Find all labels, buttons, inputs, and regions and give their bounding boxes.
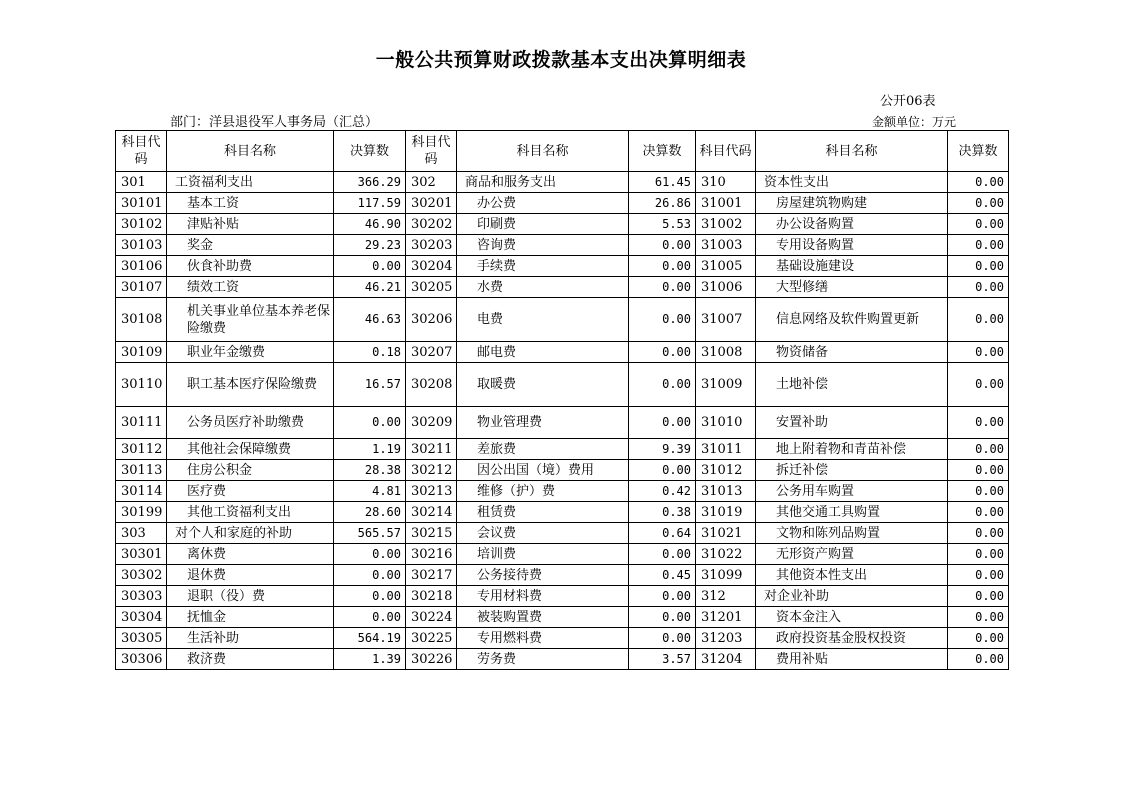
final-amount: 4.81 (334, 481, 406, 502)
subject-name: 奖金 (167, 235, 334, 256)
subject-name: 其他交通工具购置 (756, 502, 948, 523)
final-amount: 0.00 (948, 523, 1009, 544)
final-amount: 0.00 (334, 565, 406, 586)
subject-code: 30111 (116, 407, 167, 439)
final-amount: 0.00 (629, 298, 696, 342)
final-amount: 0.00 (948, 607, 1009, 628)
final-amount: 0.00 (334, 607, 406, 628)
final-amount: 0.00 (334, 586, 406, 607)
subject-code: 31013 (696, 481, 756, 502)
subject-name: 土地补偿 (756, 363, 948, 407)
subject-name: 离休费 (167, 544, 334, 565)
subject-name: 对个人和家庭的补助 (167, 523, 334, 544)
subject-code: 30114 (116, 481, 167, 502)
page-title: 一般公共预算财政拨款基本支出决算明细表 (375, 49, 747, 71)
subject-name: 退休费 (167, 565, 334, 586)
subject-code: 31204 (696, 649, 756, 670)
table-row (116, 235, 1009, 256)
subject-code: 30203 (406, 235, 457, 256)
final-amount: 5.53 (629, 214, 696, 235)
subject-code: 302 (406, 172, 457, 193)
subject-name: 办公费 (457, 193, 629, 214)
final-amount: 0.42 (629, 481, 696, 502)
subject-name: 专用燃料费 (457, 628, 629, 649)
subject-code: 312 (696, 586, 756, 607)
subject-code: 31022 (696, 544, 756, 565)
subject-code: 31008 (696, 342, 756, 363)
final-amount: 0.00 (948, 481, 1009, 502)
table-row (116, 586, 1009, 607)
table-row (116, 544, 1009, 565)
subject-name: 资本性支出 (756, 172, 948, 193)
subject-name: 大型修缮 (756, 277, 948, 298)
subject-code: 31005 (696, 256, 756, 277)
subject-name: 政府投资基金股权投资 (756, 628, 948, 649)
subject-name: 费用补贴 (756, 649, 948, 670)
subject-code: 30110 (116, 363, 167, 407)
subject-name: 地上附着物和青苗补偿 (756, 439, 948, 460)
final-amount: 0.00 (948, 407, 1009, 439)
header-code-2: 科目代码 (406, 131, 457, 172)
subject-code: 30206 (406, 298, 457, 342)
table-row (116, 439, 1009, 460)
final-amount: 0.00 (629, 277, 696, 298)
final-amount: 0.00 (948, 460, 1009, 481)
subject-name: 无形资产购置 (756, 544, 948, 565)
subject-name: 其他社会保障缴费 (167, 439, 334, 460)
subject-code: 30305 (116, 628, 167, 649)
table-body (116, 172, 1009, 670)
final-amount: 0.00 (948, 193, 1009, 214)
subject-code: 30101 (116, 193, 167, 214)
final-amount: 0.00 (629, 235, 696, 256)
subject-name: 电费 (457, 298, 629, 342)
table-row (116, 565, 1009, 586)
subject-code: 30212 (406, 460, 457, 481)
subject-code: 31002 (696, 214, 756, 235)
subject-name: 水费 (457, 277, 629, 298)
final-amount: 0.00 (948, 649, 1009, 670)
subject-name: 津贴补贴 (167, 214, 334, 235)
subject-code: 30207 (406, 342, 457, 363)
header-code-1: 科目代码 (116, 131, 167, 172)
table-row (116, 363, 1009, 407)
subject-code: 301 (116, 172, 167, 193)
subject-code: 30304 (116, 607, 167, 628)
subject-code: 31010 (696, 407, 756, 439)
subject-code: 31012 (696, 460, 756, 481)
final-amount: 0.38 (629, 502, 696, 523)
final-amount: 0.00 (948, 565, 1009, 586)
subject-name: 邮电费 (457, 342, 629, 363)
subject-code: 30107 (116, 277, 167, 298)
final-amount: 46.63 (334, 298, 406, 342)
subject-code: 30208 (406, 363, 457, 407)
subject-name: 抚恤金 (167, 607, 334, 628)
subject-code: 30109 (116, 342, 167, 363)
subject-name: 专用设备购置 (756, 235, 948, 256)
subject-name: 医疗费 (167, 481, 334, 502)
subject-code: 310 (696, 172, 756, 193)
final-amount: 0.00 (629, 256, 696, 277)
final-amount: 46.90 (334, 214, 406, 235)
subject-code: 30224 (406, 607, 457, 628)
subject-code: 30202 (406, 214, 457, 235)
subject-name: 基本工资 (167, 193, 334, 214)
subject-code: 30204 (406, 256, 457, 277)
final-amount: 0.00 (948, 172, 1009, 193)
header-amount-3: 决算数 (948, 131, 1009, 172)
final-amount: 0.00 (948, 502, 1009, 523)
subject-code: 31201 (696, 607, 756, 628)
table-row (116, 460, 1009, 481)
subject-code: 31203 (696, 628, 756, 649)
header-amount-1: 决算数 (334, 131, 406, 172)
subject-name: 公务员医疗补助缴费 (167, 407, 334, 439)
amount-unit-label: 金额单位：万元 (872, 115, 957, 129)
subject-name: 办公设备购置 (756, 214, 948, 235)
subject-code: 30303 (116, 586, 167, 607)
subject-name: 文物和陈列品购置 (756, 523, 948, 544)
subject-name: 职工基本医疗保险缴费 (167, 363, 334, 407)
final-amount: 0.00 (948, 342, 1009, 363)
final-amount: 0.00 (948, 586, 1009, 607)
subject-name: 工资福利支出 (167, 172, 334, 193)
subject-code: 30218 (406, 586, 457, 607)
final-amount: 0.00 (629, 363, 696, 407)
final-amount: 0.00 (948, 256, 1009, 277)
final-amount: 16.57 (334, 363, 406, 407)
table-row (116, 407, 1009, 439)
final-amount: 0.00 (948, 277, 1009, 298)
subject-code: 30106 (116, 256, 167, 277)
subject-code: 30226 (406, 649, 457, 670)
subject-name: 印刷费 (457, 214, 629, 235)
subject-name: 资本金注入 (756, 607, 948, 628)
subject-name: 手续费 (457, 256, 629, 277)
subject-name: 差旅费 (457, 439, 629, 460)
table-header-row (116, 131, 1009, 172)
final-amount: 0.00 (948, 214, 1009, 235)
final-amount: 366.29 (334, 172, 406, 193)
subject-code: 30215 (406, 523, 457, 544)
final-amount: 0.00 (334, 544, 406, 565)
subject-name: 拆迁补偿 (756, 460, 948, 481)
subject-code: 31011 (696, 439, 756, 460)
subject-code: 30209 (406, 407, 457, 439)
subject-code: 303 (116, 523, 167, 544)
subject-name: 职业年金缴费 (167, 342, 334, 363)
subject-name: 专用材料费 (457, 586, 629, 607)
final-amount: 0.45 (629, 565, 696, 586)
subject-code: 30214 (406, 502, 457, 523)
subject-code: 31001 (696, 193, 756, 214)
subject-name: 其他资本性支出 (756, 565, 948, 586)
subject-code: 31099 (696, 565, 756, 586)
subject-code: 30108 (116, 298, 167, 342)
final-amount: 0.64 (629, 523, 696, 544)
subject-name: 租赁费 (457, 502, 629, 523)
subject-code: 31006 (696, 277, 756, 298)
subject-name: 公务接待费 (457, 565, 629, 586)
subject-code: 30113 (116, 460, 167, 481)
department-label: 部门：洋县退役军人事务局（汇总） (170, 115, 379, 130)
table-row (116, 628, 1009, 649)
final-amount: 28.60 (334, 502, 406, 523)
subject-code: 30205 (406, 277, 457, 298)
subject-name: 培训费 (457, 544, 629, 565)
final-amount: 0.00 (629, 544, 696, 565)
subject-name: 房屋建筑物购建 (756, 193, 948, 214)
subject-code: 30306 (116, 649, 167, 670)
final-amount: 0.00 (629, 342, 696, 363)
subject-name: 对企业补助 (756, 586, 948, 607)
subject-code: 30216 (406, 544, 457, 565)
subject-name: 物业管理费 (457, 407, 629, 439)
subject-name: 维修（护）费 (457, 481, 629, 502)
subject-code: 30217 (406, 565, 457, 586)
subject-name: 其他工资福利支出 (167, 502, 334, 523)
subject-name: 被装购置费 (457, 607, 629, 628)
subject-name: 机关事业单位基本养老保险缴费 (167, 298, 334, 342)
subject-code: 30302 (116, 565, 167, 586)
final-amount: 0.00 (629, 607, 696, 628)
header-name-1: 科目名称 (167, 131, 334, 172)
final-amount: 0.00 (948, 544, 1009, 565)
subject-name: 住房公积金 (167, 460, 334, 481)
header-name-3: 科目名称 (756, 131, 948, 172)
subject-code: 30102 (116, 214, 167, 235)
table-row (116, 298, 1009, 342)
final-amount: 0.00 (629, 460, 696, 481)
final-amount: 29.23 (334, 235, 406, 256)
table-row (116, 481, 1009, 502)
table-row (116, 502, 1009, 523)
final-amount: 0.00 (948, 439, 1009, 460)
subject-name: 生活补助 (167, 628, 334, 649)
final-amount: 565.57 (334, 523, 406, 544)
final-amount: 0.00 (629, 628, 696, 649)
subject-name: 基础设施建设 (756, 256, 948, 277)
subject-name: 商品和服务支出 (457, 172, 629, 193)
subject-name: 取暖费 (457, 363, 629, 407)
subject-name: 信息网络及软件购置更新 (756, 298, 948, 342)
final-amount: 46.21 (334, 277, 406, 298)
expenditure-detail-table (115, 130, 1009, 670)
final-amount: 117.59 (334, 193, 406, 214)
final-amount: 0.00 (334, 256, 406, 277)
subject-name: 物资储备 (756, 342, 948, 363)
final-amount: 0.00 (948, 363, 1009, 407)
subject-code: 31003 (696, 235, 756, 256)
table-row (116, 342, 1009, 363)
subject-code: 31019 (696, 502, 756, 523)
subject-name: 救济费 (167, 649, 334, 670)
subject-code: 30103 (116, 235, 167, 256)
final-amount: 0.18 (334, 342, 406, 363)
subject-name: 劳务费 (457, 649, 629, 670)
table-row (116, 214, 1009, 235)
subject-code: 30211 (406, 439, 457, 460)
final-amount: 0.00 (948, 298, 1009, 342)
table-row (116, 277, 1009, 298)
final-amount: 9.39 (629, 439, 696, 460)
form-number: 公开06表 (880, 94, 936, 109)
subject-code: 30225 (406, 628, 457, 649)
header-code-3: 科目代码 (696, 131, 756, 172)
subject-code: 31021 (696, 523, 756, 544)
subject-name: 会议费 (457, 523, 629, 544)
final-amount: 3.57 (629, 649, 696, 670)
header-amount-2: 决算数 (629, 131, 696, 172)
final-amount: 61.45 (629, 172, 696, 193)
subject-name: 退职（役）费 (167, 586, 334, 607)
subject-code: 31007 (696, 298, 756, 342)
subject-code: 30112 (116, 439, 167, 460)
header-name-2: 科目名称 (457, 131, 629, 172)
subject-name: 咨询费 (457, 235, 629, 256)
subject-name: 安置补助 (756, 407, 948, 439)
subject-code: 30199 (116, 502, 167, 523)
final-amount: 0.00 (948, 235, 1009, 256)
subject-code: 31009 (696, 363, 756, 407)
subject-code: 30201 (406, 193, 457, 214)
final-amount: 1.19 (334, 439, 406, 460)
final-amount: 0.00 (629, 586, 696, 607)
subject-code: 30213 (406, 481, 457, 502)
final-amount: 564.19 (334, 628, 406, 649)
subject-name: 伙食补助费 (167, 256, 334, 277)
final-amount: 0.00 (334, 407, 406, 439)
subject-name: 因公出国（境）费用 (457, 460, 629, 481)
final-amount: 1.39 (334, 649, 406, 670)
final-amount: 0.00 (948, 628, 1009, 649)
final-amount: 0.00 (629, 407, 696, 439)
table-row (116, 256, 1009, 277)
table-row (116, 607, 1009, 628)
subject-code: 30301 (116, 544, 167, 565)
subject-name: 绩效工资 (167, 277, 334, 298)
final-amount: 26.86 (629, 193, 696, 214)
subject-name: 公务用车购置 (756, 481, 948, 502)
final-amount: 28.38 (334, 460, 406, 481)
table-row (116, 523, 1009, 544)
table-row (116, 649, 1009, 670)
table-row (116, 193, 1009, 214)
table-row (116, 172, 1009, 193)
